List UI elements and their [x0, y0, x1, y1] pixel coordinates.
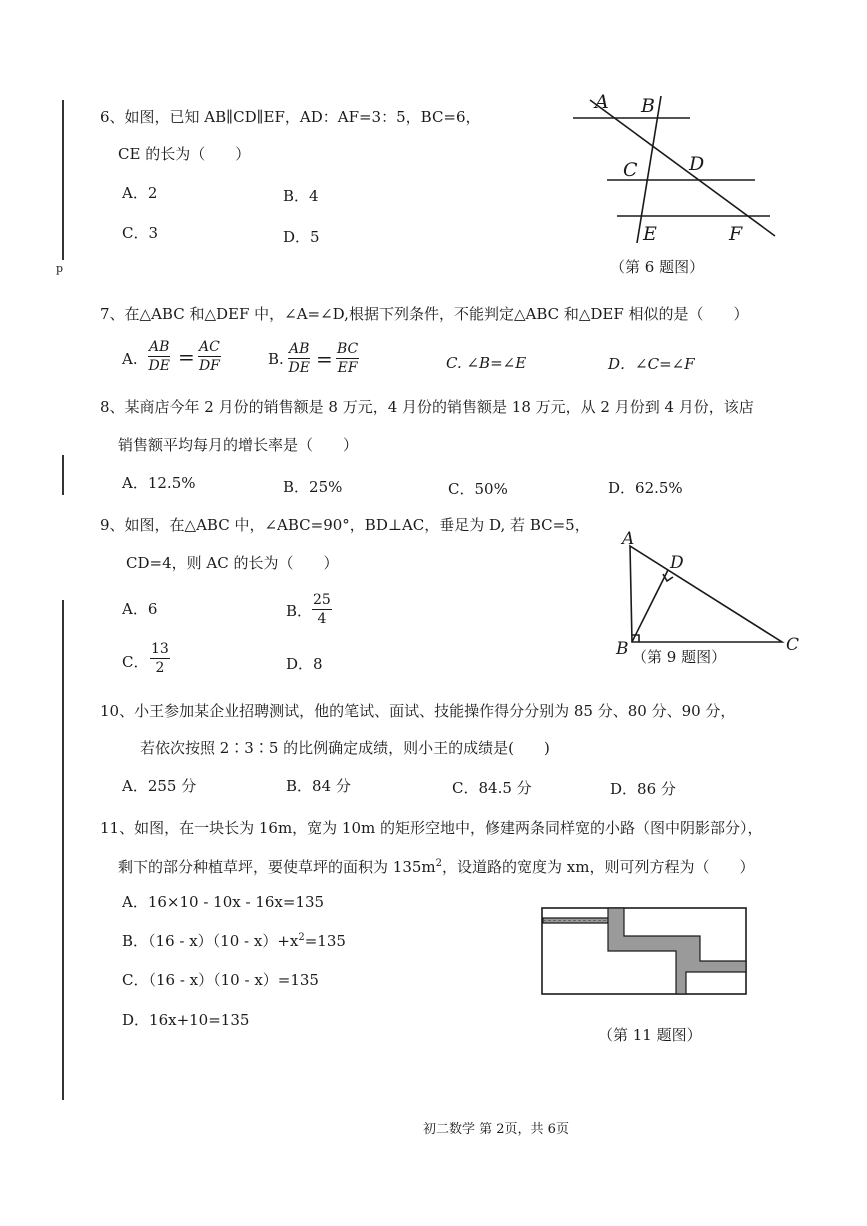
superscript: 2	[435, 858, 442, 869]
fraction-denominator: EF	[337, 360, 358, 376]
q11-stem-line2	[118, 856, 754, 877]
q10-option-d: D．86 分	[610, 780, 676, 798]
label-d: D	[670, 553, 684, 573]
label-f: F	[729, 223, 743, 245]
margin-mark: p	[56, 262, 64, 275]
q8-option-d: D．62.5%	[608, 479, 683, 497]
fraction-numerator: AB	[149, 339, 170, 355]
q8-option-b: B．25%	[283, 478, 343, 496]
triangle-abc	[630, 546, 782, 642]
right-angle-d	[663, 574, 673, 581]
q7-option-c: C. ∠B=∠E	[446, 354, 527, 372]
fraction-numerator: BC	[337, 341, 359, 357]
q9-option-d: D．8	[286, 655, 323, 673]
q6-caption: （第 6 题图）	[610, 258, 705, 276]
label-e: E	[643, 223, 657, 245]
q6-option-a: A．2	[122, 184, 158, 202]
margin-line	[62, 100, 64, 260]
q9-caption: （第 9 题图）	[632, 648, 727, 666]
q10-option-c: C．84.5 分	[452, 779, 532, 797]
q7-option-a-equals: =	[178, 345, 195, 369]
q8-option-a: A．12.5%	[122, 474, 196, 492]
q9-option-c-frac	[150, 640, 170, 677]
q9-stem-line1: 9、如图，在△ABC 中，∠ABC=90°，BD⊥AC，垂足为 D, 若 BC=5，	[100, 516, 590, 534]
q7-option-a-frac1	[148, 338, 170, 375]
q8-option-c: C．50%	[448, 480, 508, 498]
label-d: D	[689, 153, 705, 175]
q9-stem-line2: CD=4，则 AC 的长为（ ）	[126, 554, 339, 572]
q11-option-d: D．16x+10=135	[122, 1011, 250, 1029]
margin-line	[62, 600, 64, 1100]
q9-option-b-label: B．	[286, 602, 313, 620]
q11-option-b-text: B．（16 - x）（10 - x）+x	[122, 932, 299, 950]
page-footer: 初二数学 第 2页，共 6页	[423, 1122, 569, 1137]
label-b: B	[616, 639, 629, 658]
q6-figure	[565, 88, 785, 248]
q7-option-b-label: B.	[268, 350, 284, 368]
margin-line	[62, 455, 64, 495]
fraction-numerator: AC	[199, 339, 220, 355]
fraction-numerator: 13	[151, 641, 169, 657]
q7-option-d: D．∠C=∠F	[608, 355, 695, 373]
q11-option-b-text-end: =135	[304, 932, 346, 950]
q6-option-d: D．5	[283, 228, 320, 246]
fraction-denominator: DE	[288, 360, 310, 376]
q9-option-a: A．6	[122, 600, 158, 618]
q8-stem-line2: 销售额平均每月的增长率是（ ）	[118, 436, 359, 454]
label-a: A	[622, 529, 635, 549]
q10-stem-line1: 10、小王参加某企业招聘测试，他的笔试、面试、技能操作得分分别为 85 分、80 分、90 分，	[100, 702, 736, 720]
fraction-numerator: AB	[289, 341, 310, 357]
q7-stem: 7、在△ABC 和△DEF 中，∠A=∠D,根据下列条件，不能判定△ABC 和△DEF 相似的是（ ）	[100, 305, 749, 323]
q10-option-b: B．84 分	[286, 777, 351, 795]
label-c: C	[623, 159, 638, 181]
q6-stem-line2: CE 的长为（ ）	[118, 145, 251, 163]
fraction-denominator: 4	[317, 611, 327, 627]
q11-stem-line2-text: 剩下的部分种植草坪，要使草坪的面积为 135m	[118, 858, 436, 876]
q11-caption: （第 11 题图）	[598, 1026, 702, 1044]
q11-stem-line1: 11、如图，在一块长为 16m，宽为 10m 的矩形空地中，修建两条同样宽的小路（图中阴影部分），	[100, 819, 763, 837]
q9-option-c-label: C．	[122, 653, 149, 671]
label-c: C	[786, 635, 800, 655]
q11-option-b	[122, 930, 346, 951]
q7-option-b-frac1	[288, 340, 310, 377]
q7-option-b-equals: =	[316, 347, 333, 371]
fraction-denominator: DF	[198, 358, 220, 374]
segment-bd	[632, 570, 668, 642]
q7-option-a-frac2	[198, 338, 221, 375]
q9-figure	[610, 528, 810, 658]
q8-stem-line1: 8、某商店今年 2 月份的销售额是 8 万元，4 月份的销售额是 18 万元，从 2 月份到 4 月份，该店	[100, 398, 754, 416]
q11-option-c: C．（16 - x）（10 - x）=135	[122, 971, 319, 989]
fraction-denominator: DE	[148, 358, 170, 374]
fraction-denominator: 2	[155, 660, 165, 676]
q6-option-c: C．3	[122, 224, 159, 242]
q9-option-b-frac	[312, 591, 332, 628]
q10-option-a: A．255 分	[122, 777, 197, 795]
q6-option-b: B．4	[283, 187, 319, 205]
fraction-numerator: 25	[313, 592, 331, 608]
q7-option-b-frac2	[336, 340, 359, 377]
q11-figure	[540, 906, 750, 998]
q11-option-a: A．16×10 - 10x - 16x=135	[122, 893, 325, 911]
label-b: B	[641, 95, 655, 117]
q11-stem-line2-text-end: ，设道路的宽度为 xm，则可列方程为（ ）	[442, 858, 755, 876]
superscript: 2	[298, 932, 305, 943]
label-a: A	[595, 91, 609, 113]
q6-stem-line1: 6、如图，已知 AB∥CD∥EF，AD：AF=3：5，BC=6，	[100, 108, 481, 126]
q10-stem-line2: 若依次按照 2∶3∶5 的比例确定成绩，则小王的成绩是( )	[140, 739, 550, 757]
q7-option-a-label: A.	[122, 350, 138, 368]
